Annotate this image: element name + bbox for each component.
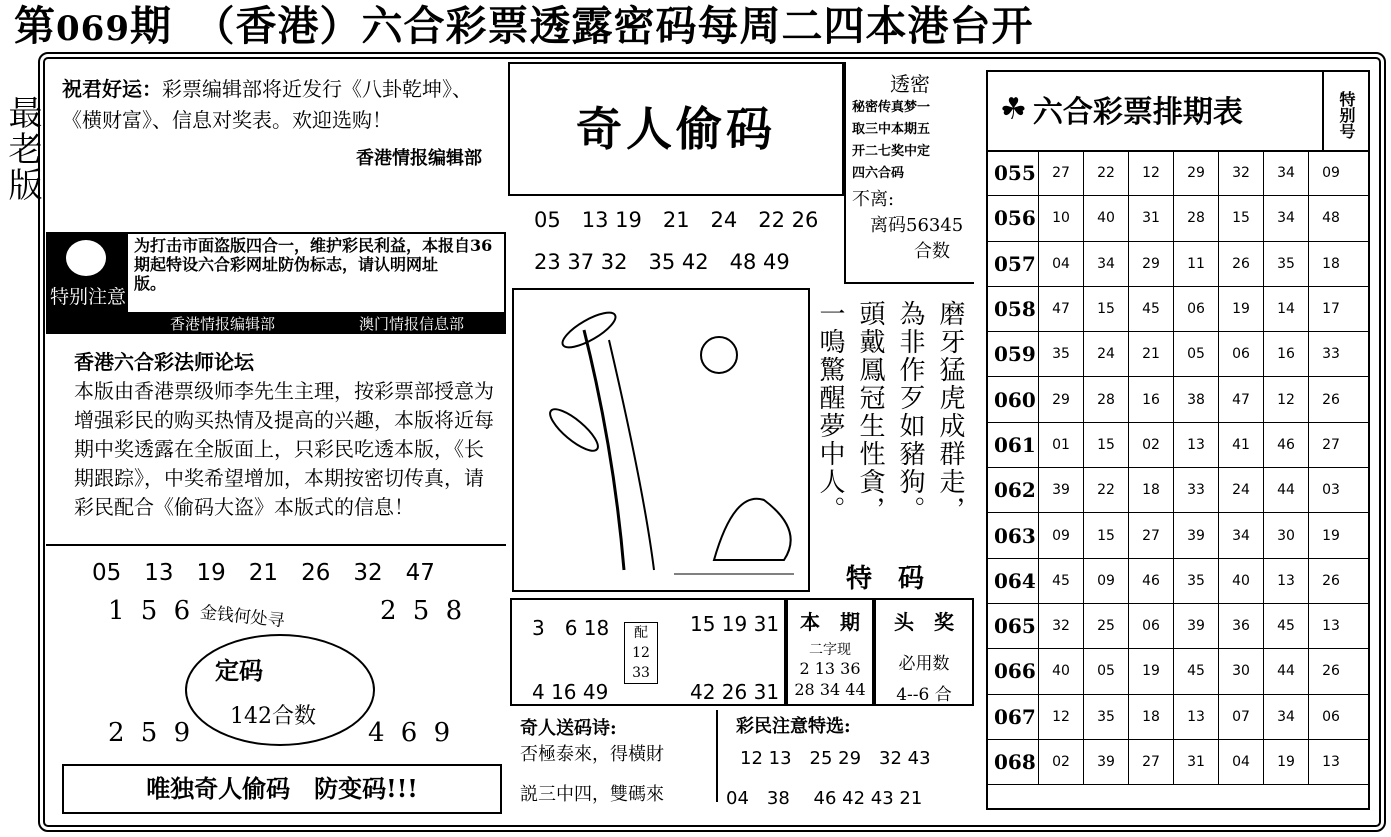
row-number: 47: [1218, 377, 1263, 421]
diagram-top-left: 1 5 6: [108, 596, 195, 626]
row-number: 10: [1038, 196, 1083, 240]
benqi-line-2: 28 34 44: [794, 680, 866, 699]
row-issue: 064: [994, 568, 1036, 593]
benqi-sub: 二字现: [809, 642, 851, 658]
notice-signatures: [128, 312, 506, 334]
toujiang-line-2: 4--6 合: [896, 685, 952, 705]
row-number: 05: [1083, 649, 1128, 693]
row-number: 34: [1083, 242, 1128, 286]
row-number: 32: [1038, 604, 1083, 648]
secret-line-2: 取三中本期五: [852, 122, 931, 137]
row-number: 11: [1173, 242, 1218, 286]
row-number: 39: [1038, 468, 1083, 512]
table-row: [988, 423, 1368, 468]
luck-notice: [62, 74, 492, 226]
row-number: 01: [1038, 423, 1083, 467]
row-number: 30: [1263, 513, 1308, 557]
row-number: 35: [1038, 332, 1083, 376]
schedule-header: [1000, 76, 1320, 142]
row-issue: 061: [994, 432, 1036, 457]
row-number: 22: [1083, 468, 1128, 512]
combo-box: [510, 598, 786, 706]
row-special-number: 13: [1308, 604, 1353, 648]
row-special-number: 33: [1308, 332, 1353, 376]
tema-label: 特 码: [846, 564, 925, 594]
secret-heshu: 合数: [914, 241, 950, 262]
row-number: 06: [1173, 287, 1218, 331]
benqi-title: 本 期: [800, 610, 860, 634]
slogan-box: 唯独奇人偷码 防变码!!!: [62, 764, 502, 814]
row-issue: 058: [994, 297, 1036, 322]
diagram-bottom-right: 4 6 9: [368, 718, 455, 748]
diagram-arc-text: 金钱何处寻: [198, 602, 286, 632]
row-issue: 059: [994, 342, 1036, 367]
table-row: [988, 151, 1368, 196]
row-number: 13: [1263, 559, 1308, 603]
row-number: 13: [1173, 423, 1218, 467]
row-number: 44: [1263, 468, 1308, 512]
row-number: 47: [1038, 287, 1083, 331]
row-special-number: 27: [1308, 423, 1353, 467]
bomb-icon: [66, 240, 106, 276]
combo-bottom-left: 4 16 49: [532, 680, 609, 704]
row-number: 15: [1083, 513, 1128, 557]
row-number: 39: [1173, 513, 1218, 557]
row-number: 12: [1038, 695, 1083, 739]
secret-line-3: 开二七奖中定: [852, 144, 931, 159]
schedule-title: 六合彩票排期表: [1032, 95, 1243, 130]
side-label: 最老版: [2, 95, 42, 203]
table-row: [988, 377, 1368, 422]
row-number: 06: [1218, 332, 1263, 376]
combo-top-right: 15 19 31: [690, 612, 780, 636]
forum-title: 香港六合彩法师论坛: [74, 350, 254, 374]
luck-heading: 祝君好运：: [62, 77, 162, 101]
row-number: 27: [1128, 740, 1173, 784]
row-special-number: 26: [1308, 649, 1353, 693]
row-number: 35: [1173, 559, 1218, 603]
clover-icon: ☘: [1000, 91, 1027, 127]
row-number: 09: [1038, 513, 1083, 557]
row-issue: 065: [994, 614, 1036, 639]
secret-title: 透密: [890, 72, 930, 96]
row-special-number: 19: [1308, 513, 1353, 557]
row-number: 29: [1128, 242, 1173, 286]
row-number: 27: [1128, 513, 1173, 557]
row-number: 06: [1128, 604, 1173, 648]
combo-top-left: 3 6 18: [532, 616, 610, 640]
row-number: 16: [1263, 332, 1308, 376]
forum-section: [74, 346, 499, 522]
table-row: [988, 513, 1368, 558]
row-number: 39: [1083, 740, 1128, 784]
row-number: 04: [1038, 242, 1083, 286]
row-number: 26: [1218, 242, 1263, 286]
row-number: 14: [1263, 287, 1308, 331]
row-number: 28: [1173, 196, 1218, 240]
poem2-box: [510, 710, 718, 805]
table-row: [988, 468, 1368, 513]
plant-dog-illustration: [514, 290, 808, 590]
row-number: 44: [1263, 649, 1308, 693]
row-number: 45: [1128, 287, 1173, 331]
notice-left-sig: 香港情报编辑部: [169, 314, 275, 333]
picks-line-2: 04 38 46 42 43 21: [726, 788, 923, 809]
page-header: [14, 0, 1384, 52]
row-number: 34: [1263, 695, 1308, 739]
row-number: 31: [1128, 196, 1173, 240]
row-number: 27: [1038, 151, 1083, 195]
table-row: [988, 740, 1368, 785]
poem: [816, 300, 970, 544]
diagram-top-right: 2 5 8: [380, 596, 467, 626]
banner-title: 奇人偷码: [508, 62, 844, 196]
row-special-number: 03: [1308, 468, 1353, 512]
row-number: 46: [1263, 423, 1308, 467]
row-special-number: 18: [1308, 242, 1353, 286]
row-number: 15: [1083, 287, 1128, 331]
notice-text: 为打击市面盗版四合一，维护彩民利益，本报自36期起特设六合彩网址防伪标志，请认明网址 版。: [134, 236, 551, 293]
special-label: 特别号: [1322, 72, 1368, 150]
row-number: 02: [1128, 423, 1173, 467]
notice-label: 特别注意: [50, 286, 127, 308]
poem-line-1: 磨牙猛虎成群走，: [935, 300, 965, 524]
toujiang-box: [874, 598, 974, 706]
row-number: 45: [1173, 649, 1218, 693]
row-number: 29: [1038, 377, 1083, 421]
row-issue: 055: [994, 161, 1036, 186]
row-special-number: 26: [1308, 377, 1353, 421]
poem-line-2: 為非作歹如豬狗。: [895, 300, 925, 524]
row-number: 09: [1083, 559, 1128, 603]
numbers-row: 05 13 19 21 26 32 47: [92, 560, 435, 586]
header-issue: 069: [56, 9, 130, 49]
benqi-box: [786, 598, 874, 706]
row-number: 34: [1263, 196, 1308, 240]
special-notice: [46, 232, 551, 334]
row-number: 39: [1173, 604, 1218, 648]
row-number: 33: [1173, 468, 1218, 512]
row-number: 34: [1263, 151, 1308, 195]
row-number: 29: [1173, 151, 1218, 195]
row-number: 45: [1263, 604, 1308, 648]
toujiang-line-1: 必用数: [898, 654, 950, 674]
row-number: 24: [1083, 332, 1128, 376]
schedule-table: [988, 151, 1368, 785]
row-number: 16: [1128, 377, 1173, 421]
diagram-sum-label: 142合数: [230, 704, 316, 729]
row-number: 40: [1038, 649, 1083, 693]
code-diagram: [100, 596, 480, 756]
table-row: [988, 242, 1368, 287]
row-number: 45: [1038, 559, 1083, 603]
row-number: 40: [1083, 196, 1128, 240]
poem2-line-1: 否極泰來，得橫財: [520, 744, 664, 765]
poem-line-4: 一鳴驚醒夢中人。: [815, 300, 845, 524]
row-issue: 057: [994, 251, 1036, 276]
row-number: 30: [1218, 649, 1263, 693]
row-number: 19: [1263, 740, 1308, 784]
luck-signature: 香港情报编辑部: [356, 148, 482, 169]
row-number: 36: [1218, 604, 1263, 648]
row-number: 12: [1128, 151, 1173, 195]
notice-badge: [48, 234, 128, 334]
row-issue: 062: [994, 478, 1036, 503]
row-issue: 056: [994, 206, 1036, 231]
row-special-number: 13: [1308, 740, 1353, 784]
row-number: 24: [1218, 468, 1263, 512]
secret-buli: 不离:: [852, 189, 895, 210]
row-number: 25: [1083, 604, 1128, 648]
diagram-center-label: 定码: [215, 656, 263, 685]
row-issue: 067: [994, 704, 1036, 729]
pei-number-2: 33: [632, 665, 650, 681]
row-number: 13: [1173, 695, 1218, 739]
row-number: 34: [1218, 513, 1263, 557]
diagram-bottom-left: 2 5 9: [108, 718, 195, 748]
row-number: 18: [1128, 695, 1173, 739]
row-number: 15: [1218, 196, 1263, 240]
pei-label: 配: [634, 625, 648, 641]
row-number: 19: [1128, 649, 1173, 693]
secret-line-4: 四六合码: [852, 166, 905, 181]
row-issue: 066: [994, 659, 1036, 684]
poem-line-3: 頭戴鳳冠生性貪，: [855, 300, 885, 524]
table-row: [988, 332, 1368, 377]
banner-numbers-1: 05 13 19 21 24 22 26: [534, 208, 819, 232]
header-title: 期 （香港）六合彩票透露密码每周二四本港台开: [129, 2, 1034, 50]
banner-numbers-2: 23 37 32 35 42 48 49: [534, 250, 790, 274]
row-number: 05: [1173, 332, 1218, 376]
toujiang-title: 头 奖: [894, 610, 954, 634]
table-row: [988, 287, 1368, 332]
row-number: 38: [1173, 377, 1218, 421]
row-number: 46: [1128, 559, 1173, 603]
row-issue: 060: [994, 387, 1036, 412]
row-number: 04: [1218, 740, 1263, 784]
secret-box: [844, 62, 974, 284]
poem2-title: 奇人送码诗:: [520, 718, 617, 739]
row-special-number: 26: [1308, 559, 1353, 603]
secret-lima: 离码56345: [870, 215, 964, 236]
combo-bottom-right: 42 26 31: [690, 680, 780, 704]
forum-text: 本版由香港票级师李先生主理，按彩票部授意为增强彩民的购买热情及提高的兴趣，本版将近每期中奖透露在全版面上，只彩民吃透本版，《长期跟踪》，中奖希望增加，本期按密切传真，请彩民配合《偷码大盗》本版式的信息！: [74, 379, 494, 519]
row-special-number: 48: [1308, 196, 1353, 240]
secret-line-1: 秘密传真梦一: [852, 100, 931, 115]
divider: [46, 544, 506, 546]
row-issue: 063: [994, 523, 1036, 548]
row-number: 15: [1083, 423, 1128, 467]
row-special-number: 06: [1308, 695, 1353, 739]
row-number: 19: [1218, 287, 1263, 331]
row-number: 18: [1128, 468, 1173, 512]
row-number: 28: [1083, 377, 1128, 421]
table-row: [988, 604, 1368, 649]
row-number: 41: [1218, 423, 1263, 467]
row-number: 31: [1173, 740, 1218, 784]
row-number: 40: [1218, 559, 1263, 603]
row-issue: 068: [994, 750, 1036, 774]
table-row: [988, 559, 1368, 604]
table-row: [988, 196, 1368, 241]
poem2-line-2: 説三中四，雙碼來: [520, 784, 664, 805]
notice-right-sig: 澳门情报信息部: [358, 314, 464, 333]
row-number: 02: [1038, 740, 1083, 784]
row-number: 35: [1083, 695, 1128, 739]
header-prefix: 第: [14, 2, 56, 50]
benqi-line-1: 2 13 36: [799, 659, 861, 678]
row-special-number: 09: [1308, 151, 1353, 195]
picks-box: [722, 712, 978, 810]
luck-text: 彩票编辑部将近发行《八卦乾坤》、《横财富》、信息对奖表。欢迎选购！: [62, 77, 472, 132]
illustration: [512, 288, 810, 592]
row-special-number: 17: [1308, 287, 1353, 331]
row-number: 12: [1263, 377, 1308, 421]
row-number: 22: [1083, 151, 1128, 195]
row-number: 35: [1263, 242, 1308, 286]
picks-title: 彩民注意特选:: [736, 716, 851, 737]
table-row: [988, 649, 1368, 694]
pei-number-1: 12: [632, 645, 650, 661]
pei-box: [624, 622, 658, 684]
picks-line-1: 12 13 25 29 32 43: [740, 748, 931, 769]
row-number: 07: [1218, 695, 1263, 739]
table-row: [988, 695, 1368, 740]
row-number: 21: [1128, 332, 1173, 376]
row-number: 32: [1218, 151, 1263, 195]
